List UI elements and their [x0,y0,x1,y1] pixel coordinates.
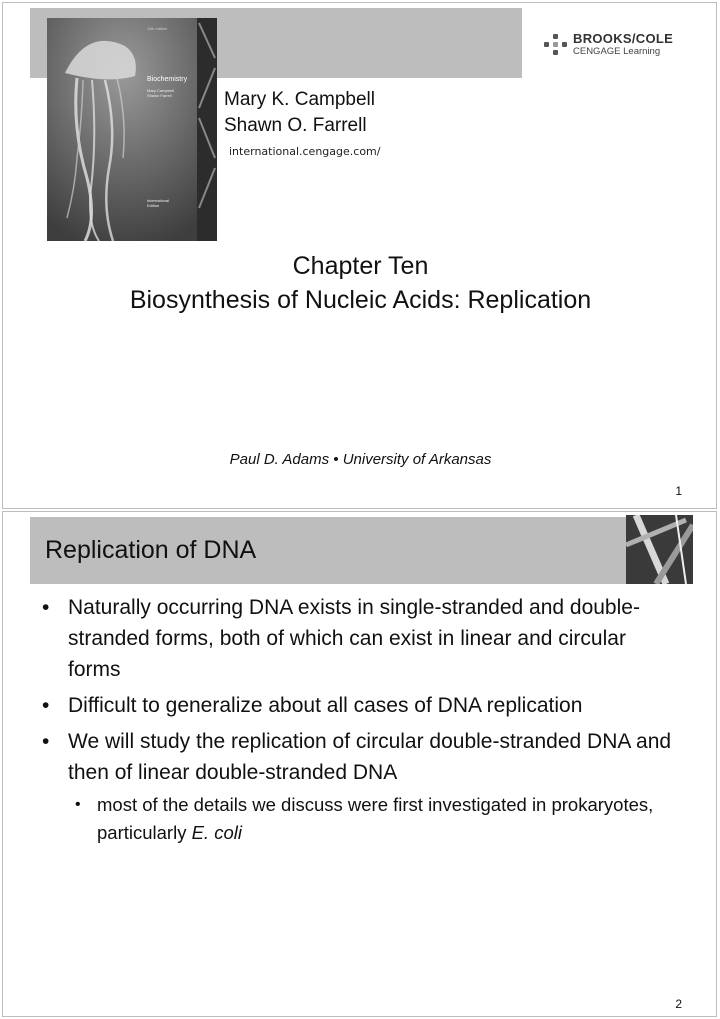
list-item [35,726,675,847]
sub-list-item [68,791,675,847]
page-number: 2 [675,997,682,1011]
bullet-list [35,592,675,852]
organism-name: E. coli [191,822,242,843]
cover-edition: International Edition [147,198,170,208]
sub-list-item-text: most of the details we discuss were first investigated in prokaryotes, particularly [97,794,654,843]
logo-sub-text: CENGAGE Learning [573,46,661,57]
author-list [224,87,375,139]
cover-title: Biochemistry [147,76,188,83]
cover-edition-label: 11th edition [147,26,168,31]
slide-2 [2,511,717,1017]
list-item: • Naturally occurring DNA exists in single-stranded and double-stranded forms, both of which can exist in linear and circular forms [35,592,675,685]
presenter-credit: Paul D. Adams • University of Arkansas [229,451,492,468]
publisher-logo [544,30,679,60]
page-number: 1 [675,484,682,498]
author-name: Mary K. Campbell [224,89,375,110]
chapter-title: Biosynthesis of Nucleic Acids: Replication [129,286,592,314]
author-name: Shawn O. Farrell [224,115,367,136]
sub-bullet-list [68,791,675,847]
chapter-number: Chapter Ten [292,252,429,280]
slide-title: Replication of DNA [45,536,257,564]
list-item: • Difficult to generalize about all cases of DNA replication [35,690,675,721]
list-item-text: We will study the replication of circular double-stranded DNA and then of linear double-stranded DNA [68,730,672,784]
cover-authors: Mary Campbell Shawn Farrell [147,88,174,98]
publisher-url[interactable]: international.cengage.com/ [229,145,381,158]
dna-strand-image [626,515,693,584]
logo-brand-text: BROOKS/COLE [573,31,674,46]
book-cover-image [47,18,217,241]
slide-1 [2,2,717,509]
cengage-logo-icon [544,34,568,56]
